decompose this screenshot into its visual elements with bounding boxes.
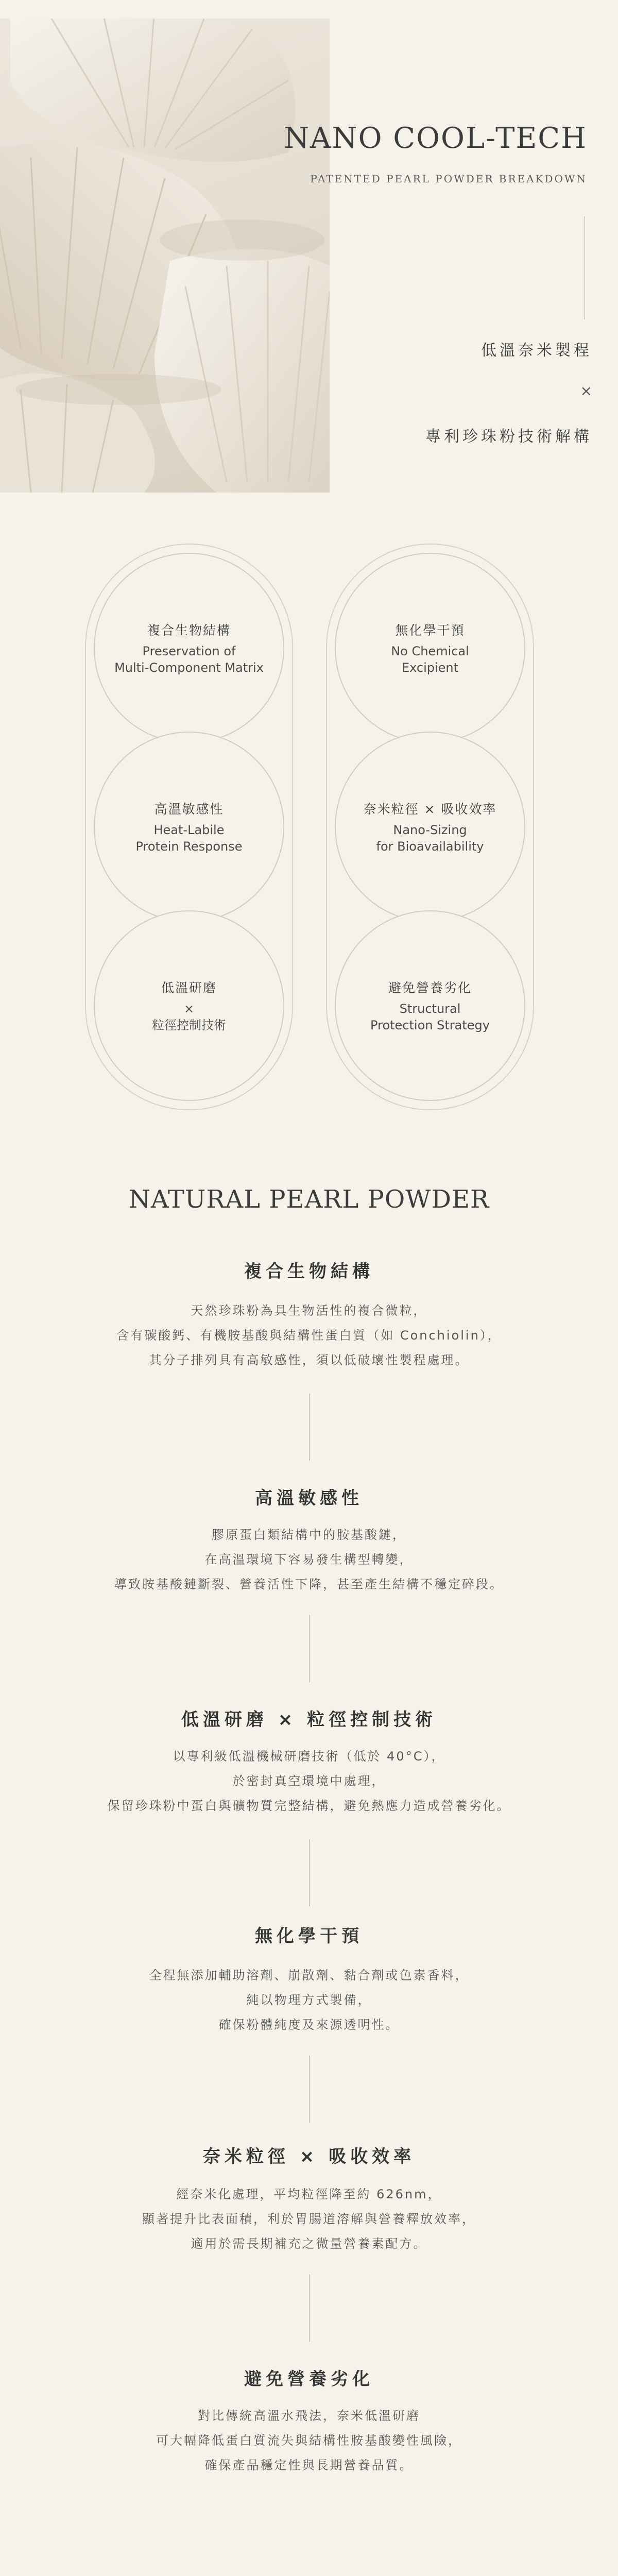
section-divider [309, 1394, 310, 1461]
circle-en-2: Protection Strategy [370, 1018, 490, 1032]
section-title-multi-component: 複合生物結構 [244, 1261, 374, 1282]
body-line: 保留珍珠粉中蛋白與礦物質完整結構，避免熱應力造成營養劣化。 [107, 1799, 511, 1813]
body-line: 經奈米化處理，平均粒徑降至約 626nm， [176, 2187, 442, 2201]
body-line: 純以物理方式製備， [246, 1993, 372, 2007]
circle-en-1: Nano-Sizing [393, 823, 467, 837]
section-body-nano-sizing [0, 2182, 618, 2256]
body-line: 可大幅降低蛋白質流失與結構性胺基酸變性風險， [156, 2433, 462, 2448]
circle-en-2: Excipient [401, 660, 459, 675]
hero-shell-photo [0, 19, 330, 493]
section-body-multi-component [0, 1298, 618, 1372]
body-line: 確保粉體純度及來源透明性。 [218, 2018, 400, 2032]
circle-en-2: Protein Response [135, 839, 243, 854]
hero-line-1: 低溫奈米製程 [481, 342, 592, 360]
circle-en-2: Multi-Component Matrix [114, 660, 264, 675]
section-body-low-temp-grinding [0, 1744, 618, 1818]
section-title-avoid-degradation: 避免營養劣化 [244, 2369, 374, 2389]
body-line: 其分子排列具有高敏感性，須以低破壞性製程處理。 [149, 1353, 469, 1367]
circle-en-2: for Bioavailability [376, 839, 484, 854]
body-line: 含有碳酸鈣、有機胺基酸與結構性蛋白質（如 Conchiolin）， [116, 1328, 502, 1343]
body-line: 確保產品穩定性與長期營養品質。 [204, 2458, 414, 2472]
natural-pearl-powder-title: NATURAL PEARL POWDER [128, 1185, 490, 1214]
body-line: 導致胺基酸鏈斷裂、營養活性下降，甚至產生結構不穩定碎段。 [114, 1577, 504, 1591]
section-body-avoid-degradation [0, 2403, 618, 2478]
circle-heat-labile [94, 732, 284, 922]
section-title-no-chemical: 無化學干預 [255, 1926, 363, 1946]
circle-en-1: Structural [399, 1002, 461, 1016]
section-title-heat-labile: 高溫敏感性 [255, 1488, 363, 1509]
body-line: 膠原蛋白類結構中的胺基酸鏈， [212, 1528, 406, 1542]
circle-en-1: Heat-Labile [153, 823, 225, 837]
circle-nano-sizing [335, 732, 525, 922]
circle-cn: 高溫敏感性 [154, 802, 224, 817]
circle-en-1: Preservation of [142, 644, 236, 658]
section-divider [309, 2275, 310, 2342]
body-line: 對比傳統高溫水飛法，奈米低溫研磨 [198, 2409, 420, 2423]
section-title-nano-sizing: 奈米粒徑 × 吸收效率 [202, 2146, 416, 2167]
circle-en-1: × [183, 1002, 195, 1016]
circle-multi-component [94, 553, 284, 743]
circle-cn: 複合生物結構 [147, 623, 231, 638]
circle-cn: 無化學干預 [395, 623, 465, 638]
circle-en-2: 粒徑控制技術 [152, 1018, 226, 1032]
body-line: 於密封真空環境中處理， [232, 1774, 386, 1788]
circle-cn: 低溫研磨 [161, 980, 217, 995]
body-line: 在高溫環境下容易發生構型轉變， [204, 1552, 414, 1567]
body-line: 全程無添加輔助溶劑、崩散劑、黏合劑或色素香料， [149, 1968, 469, 1982]
hero-separator: × [580, 382, 592, 399]
section-divider [309, 1839, 310, 1906]
circle-structural-protection [335, 910, 525, 1101]
circle-cn: 奈米粒徑 × 吸收效率 [363, 802, 497, 817]
body-line: 適用於需長期補充之微量營養素配方。 [191, 2236, 427, 2251]
body-line: 天然珍珠粉為具生物活性的複合微粒， [191, 1303, 427, 1318]
section-body-no-chemical [0, 1963, 618, 2037]
circle-no-chemical [335, 553, 525, 743]
section-divider [309, 1615, 310, 1682]
body-line: 顯著提升比表面積，利於胃腸道溶解與營養釋放效率， [142, 2212, 476, 2226]
hero-line-2: 專利珍珠粉技術解構 [425, 428, 592, 446]
body-line: 以專利級低溫機械研磨技術（低於 40°C）， [173, 1749, 445, 1764]
section-title-low-temp-grinding: 低溫研磨 × 粒徑控制技術 [181, 1709, 437, 1730]
circle-low-temp-grinding [94, 910, 284, 1101]
circle-cn: 避免營養劣化 [388, 980, 472, 995]
circle-en-1: No Chemical [391, 644, 469, 658]
section-divider [309, 2056, 310, 2123]
section-body-heat-labile [0, 1522, 618, 1597]
hero-subtitle: PATENTED PEARL POWDER BREAKDOWN [310, 173, 587, 185]
hero-title: NANO COOL-TECH [284, 122, 587, 155]
